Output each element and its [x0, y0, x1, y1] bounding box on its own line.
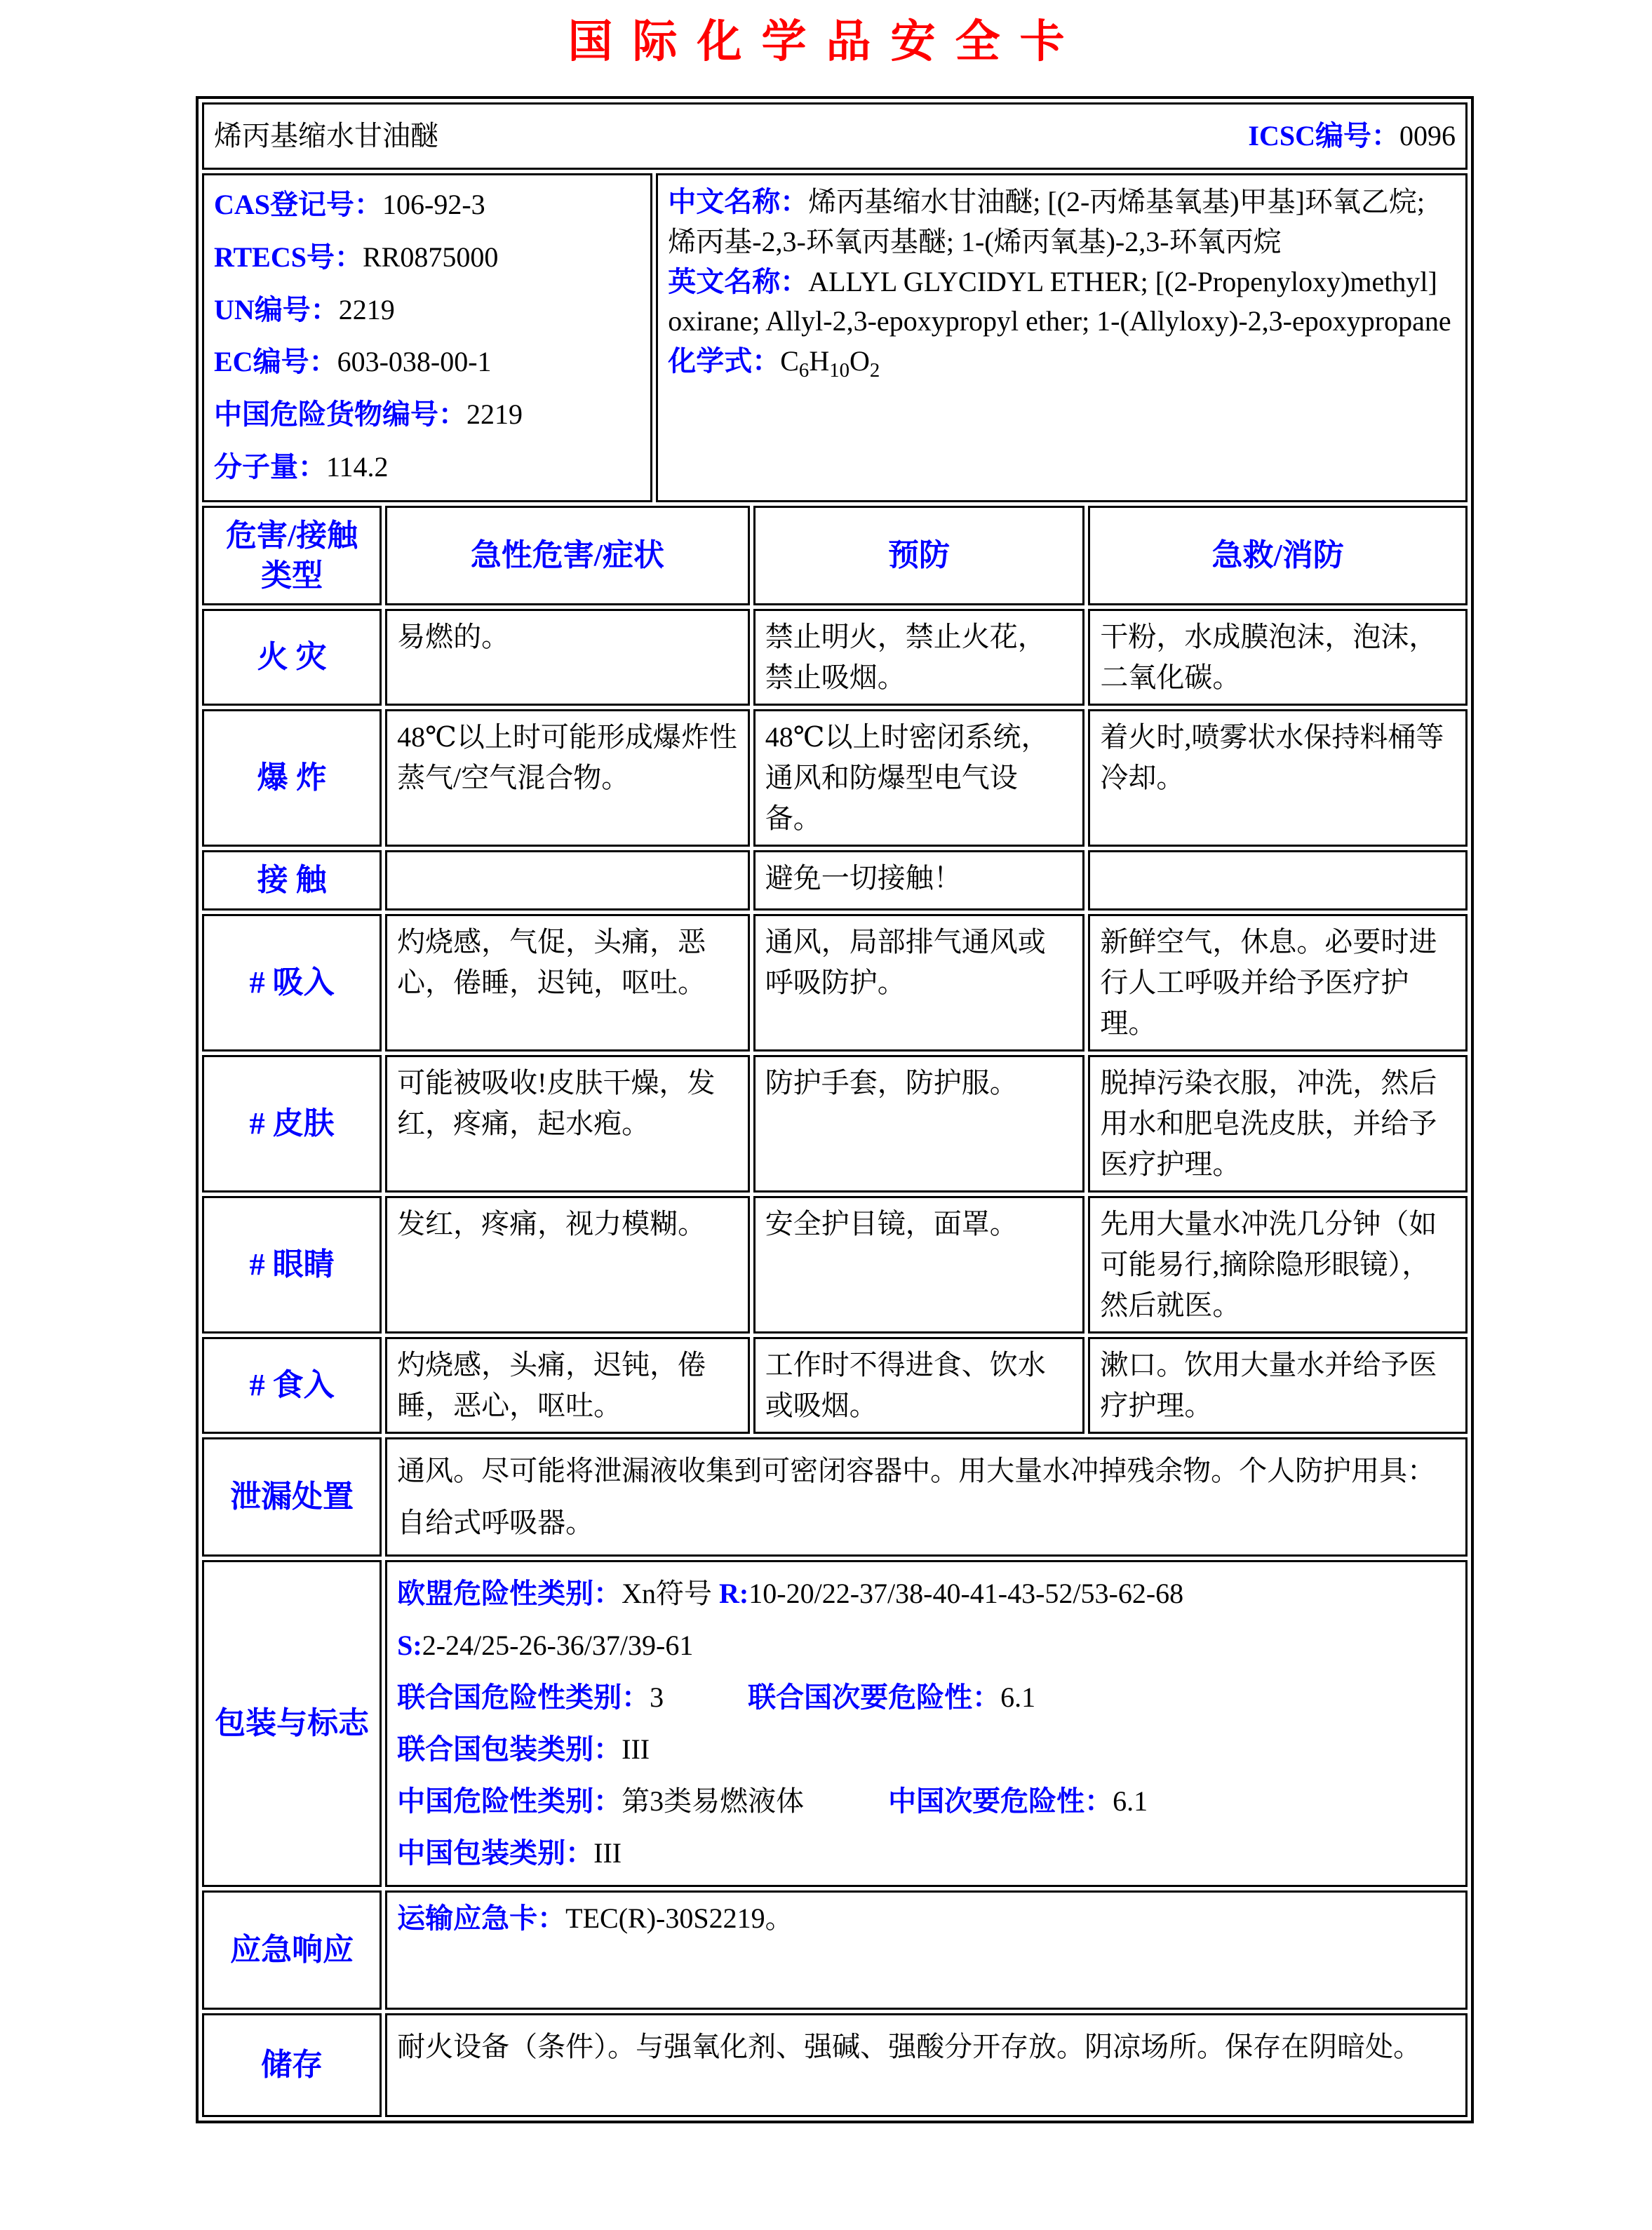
col-header-hazard-type: 危害/接触类型	[202, 506, 382, 605]
eu-hazard-line	[397, 1568, 1456, 1620]
explosion-symptoms: 48℃以上时可能形成爆炸性蒸气/空气混合物。	[385, 709, 750, 847]
cn-sub-value: 6.1	[1113, 1785, 1148, 1817]
cas-value: 106-92-3	[382, 189, 485, 220]
english-name-label: 英文名称：	[668, 265, 809, 297]
col-header-first-aid: 急救/消防	[1088, 506, 1468, 605]
cn-class-line	[397, 1775, 1456, 1827]
rtecs-number	[214, 238, 640, 278]
eu-r-value: 10-20/22-37/38-40-41-43-52/53-62-68	[748, 1577, 1184, 1609]
eu-s-value: 2-24/25-26-36/37/39-61	[422, 1629, 694, 1661]
chemical-formula: $C_6H_{10}O_2$	[780, 345, 880, 382]
hazard-row-explosion	[202, 709, 1468, 847]
eyes-prevention: 安全护目镜，面罩。	[753, 1196, 1085, 1334]
storage-label: 储存	[202, 2013, 382, 2117]
ingestion-prevention: 工作时不得进食、饮水或吸烟。	[753, 1337, 1085, 1434]
un-pack-label: 联合国包装类别：	[397, 1733, 622, 1765]
skin-first-aid: 脱掉污染衣服，冲洗，然后用水和肥皂洗皮肤，并给予医疗护理。	[1088, 1055, 1468, 1193]
eu-s-line	[397, 1620, 1456, 1672]
eyes-symptoms: 发红，疼痛，视力模糊。	[385, 1196, 750, 1334]
storage-text: 耐火设备（条件）。与强氧化剂、强碱、强酸分开存放。阴凉场所。保存在阴暗处。	[385, 2013, 1468, 2117]
packaging-row	[202, 1560, 1468, 1887]
china-dg-number	[214, 395, 640, 435]
inhalation-prevention: 通风，局部排气通风或呼吸防护。	[753, 914, 1085, 1052]
icsc-label: ICSC编号：	[1248, 120, 1399, 152]
un-pack-line	[397, 1724, 1456, 1775]
chinese-name-value: 烯丙基缩水甘油醚; [(2-丙烯基氧基)甲基]环氧乙烷; 烯丙基-2,3-环氧丙基醚; 1-(烯丙氧基)-2,3-环氧丙烷	[668, 186, 1425, 257]
hazard-row-fire	[202, 609, 1468, 706]
icsc-number-group	[1248, 116, 1456, 156]
hazard-row-skin	[202, 1055, 1468, 1193]
cn-class-value: 第3类易燃液体	[622, 1785, 805, 1817]
cn-pack-line	[397, 1827, 1456, 1879]
emergency-label: 应急响应	[202, 1890, 382, 2010]
ec-value: 603-038-00-1	[337, 346, 492, 378]
explosion-first-aid: 着火时,喷雾状水保持料桶等冷却。	[1088, 709, 1468, 847]
contact-prevention: 避免一切接触！	[753, 850, 1085, 911]
un-number	[214, 290, 640, 330]
spill-label: 泄漏处置	[202, 1437, 382, 1557]
contact-label: 接 触	[202, 850, 382, 911]
eu-r-label: R:	[719, 1577, 749, 1609]
un-sub-value: 6.1	[1000, 1681, 1036, 1713]
un-sub-label: 联合国次要危险性：	[748, 1681, 1001, 1713]
fire-symptoms: 易燃的。	[385, 609, 750, 706]
emergency-row	[202, 1890, 1468, 2010]
cas-number	[214, 185, 640, 225]
eyes-label: # 眼睛	[202, 1196, 382, 1334]
skin-symptoms: 可能被吸收!皮肤干燥，发红，疼痛，起水疱。	[385, 1055, 750, 1193]
chinese-name-label: 中文名称：	[668, 186, 809, 217]
fire-label: 火 灾	[202, 609, 382, 706]
header-row	[202, 102, 1468, 170]
skin-prevention: 防护手套，防护服。	[753, 1055, 1085, 1193]
cas-label: CAS登记号：	[214, 189, 383, 220]
china-dg-label: 中国危险货物编号：	[214, 398, 466, 431]
packaging-label: 包装与标志	[202, 1560, 382, 1887]
molecular-weight-value: 114.2	[326, 450, 389, 483]
substance-name: 烯丙基缩水甘油醚	[214, 120, 438, 152]
transport-card-value: TEC(R)-30S2219。	[565, 1902, 793, 1934]
un-class-value: 3	[650, 1681, 664, 1713]
contact-symptoms	[385, 850, 750, 911]
rtecs-value: RR0875000	[362, 241, 499, 273]
ec-number	[214, 342, 640, 382]
registry-numbers-cell	[202, 173, 652, 502]
un-class-label: 联合国危险性类别：	[397, 1681, 650, 1713]
molecular-weight-label: 分子量：	[214, 450, 326, 483]
fire-first-aid: 干粉，水成膜泡沫，泡沫，二氧化碳。	[1088, 609, 1468, 706]
un-label: UN编号：	[214, 293, 339, 325]
hazard-row-contact	[202, 850, 1468, 911]
un-value: 2219	[338, 293, 395, 325]
cn-pack-label: 中国包装类别：	[397, 1836, 594, 1869]
eyes-first-aid: 先用大量水冲洗几分钟（如可能易行,摘除隐形眼镜），然后就医。	[1088, 1196, 1468, 1334]
inhalation-symptoms: 灼烧感，气促，头痛，恶心，倦睡，迟钝，呕吐。	[385, 914, 750, 1052]
inhalation-first-aid: 新鲜空气，休息。必要时进行人工呼吸并给予医疗护理。	[1088, 914, 1468, 1052]
spill-row	[202, 1437, 1468, 1557]
icsc-number: 0096	[1399, 120, 1456, 152]
header-cell	[202, 102, 1468, 170]
un-class-line	[397, 1672, 1456, 1724]
safety-card	[196, 96, 1474, 2123]
col-header-symptoms: 急性危害/症状	[385, 506, 750, 605]
eu-hazard-label: 欧盟危险性类别：	[397, 1577, 622, 1609]
hazard-table-header-row	[202, 506, 1468, 605]
cn-class-label: 中国危险性类别：	[397, 1785, 622, 1817]
storage-row	[202, 2013, 1468, 2117]
un-pack-value: III	[622, 1733, 650, 1765]
inhalation-label: # 吸入	[202, 914, 382, 1052]
formula-label: 化学式：	[668, 345, 781, 377]
molecular-weight	[214, 448, 640, 488]
hazard-row-inhalation	[202, 914, 1468, 1052]
transport-card-label: 运输应急卡：	[397, 1902, 566, 1934]
english-name-value: ALLYL GLYCIDYL ETHER; [(2-Propenyloxy)methyl] oxirane; Allyl-2,3-epoxypropyl ether; 1-(Allyloxy)-2,3-epoxypropane	[668, 265, 1451, 337]
cn-pack-value: III	[593, 1836, 622, 1869]
col-header-prevention: 预防	[753, 506, 1085, 605]
hazard-row-eyes	[202, 1196, 1468, 1334]
identification-row	[202, 173, 1468, 502]
skin-label: # 皮肤	[202, 1055, 382, 1193]
explosion-label: 爆 炸	[202, 709, 382, 847]
spill-text: 通风。尽可能将泄漏液收集到可密闭容器中。用大量水冲掉残余物。个人防护用具：自给式呼吸器。	[385, 1437, 1468, 1557]
hazard-row-ingestion	[202, 1337, 1468, 1434]
contact-first-aid	[1088, 850, 1468, 911]
rtecs-label: RTECS号：	[214, 241, 363, 273]
packaging-content	[385, 1560, 1468, 1887]
ingestion-first-aid: 漱口。饮用大量水并给予医疗护理。	[1088, 1337, 1468, 1434]
names-cell	[656, 173, 1468, 502]
eu-symbol: Xn符号	[622, 1577, 720, 1609]
eu-s-label: S:	[397, 1629, 422, 1661]
ec-label: EC编号：	[214, 346, 337, 378]
china-dg-value: 2219	[466, 398, 523, 431]
ingestion-symptoms: 灼烧感，头痛，迟钝，倦睡，恶心，呕吐。	[385, 1337, 750, 1434]
cn-sub-label: 中国次要危险性：	[888, 1785, 1113, 1817]
page-title: 国际化学品安全卡	[568, 15, 1084, 68]
fire-prevention: 禁止明火，禁止火花，禁止吸烟。	[753, 609, 1085, 706]
explosion-prevention: 48℃以上时密闭系统，通风和防爆型电气设备。	[753, 709, 1085, 847]
emergency-content	[385, 1890, 1468, 2010]
ingestion-label: # 食入	[202, 1337, 382, 1434]
